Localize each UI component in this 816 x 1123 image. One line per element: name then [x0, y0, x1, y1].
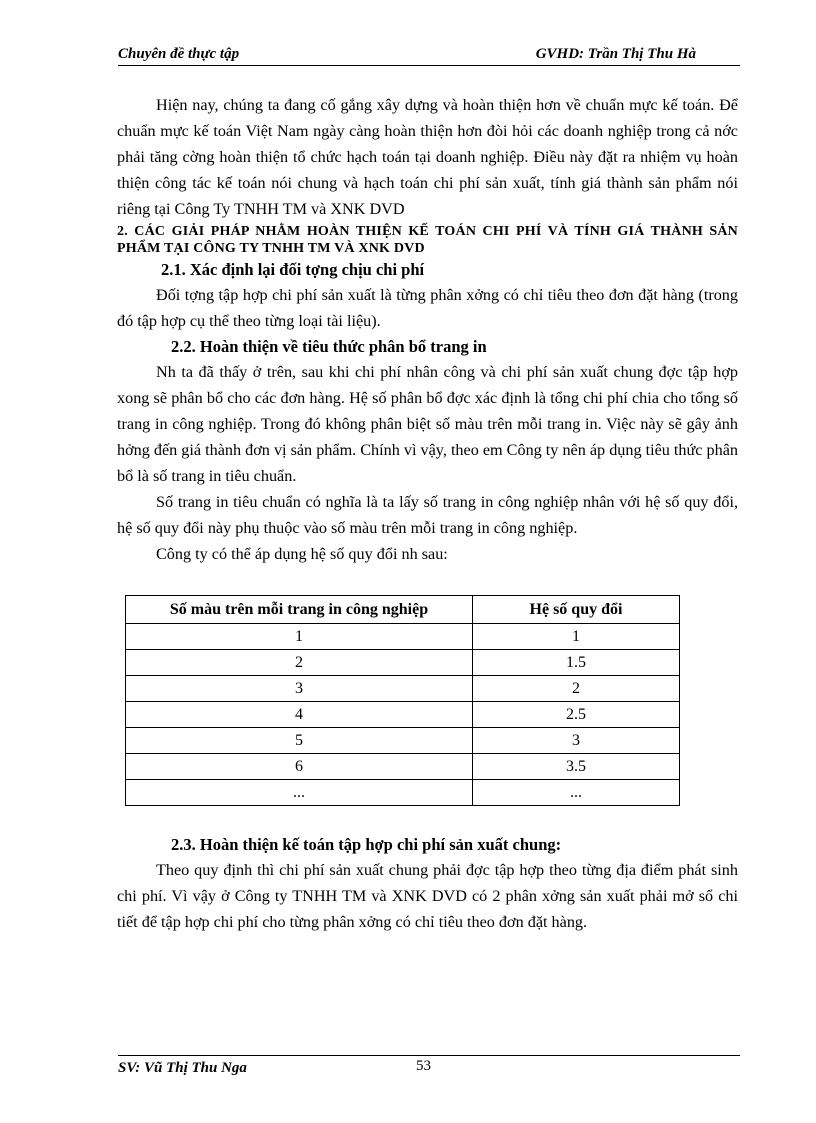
footer-student-name: SV: Vũ Thị Thu Nga: [118, 1060, 247, 1076]
table-header-colors: Số màu trên mỗi trang in công nghiệp: [126, 596, 473, 624]
table-cell: 1: [473, 624, 680, 650]
table-cell: 6: [126, 754, 473, 780]
table-cell: 3: [473, 728, 680, 754]
page-header: [118, 44, 740, 66]
paragraph-2-1: Đối tợng tập hợp chi phí sản xuất là từng phân xởng có chỉ tiêu theo đơn đặt hàng (trong đó tập hợp cụ thể theo từng loại tài liệu).: [117, 286, 738, 330]
table-cell: 3.5: [473, 754, 680, 780]
table-row: [126, 650, 680, 676]
header-course-title: Chuyên đề thực tập: [118, 46, 240, 62]
table-row: [126, 728, 680, 754]
table-row: [126, 754, 680, 780]
table-row: [126, 624, 680, 650]
intro-paragraph: Hiện nay, chúng ta đang cố gắng xây dựng và hoàn thiện hơn về chuẩn mực kế toán. Để chuẩn mực kế toán Việt Nam ngày càng hoàn thiện hơn đòi hỏi các doanh nghiệp trong cả nớc phải tăng cờng hoàn thiện tổ chức hạch toán tại doanh nghiệp. Điều này đặt ra nhiệm vụ hoàn thiện công tác kế toán nói chung và hạch toán chi phí sản xuất, tính giá thành sản phẩm nói riêng tại Công Ty TNHH TM và XNK DVD: [117, 96, 738, 218]
table-row: [126, 676, 680, 702]
table-cell: ...: [473, 780, 680, 806]
table-cell: 2.5: [473, 702, 680, 728]
table-cell: 2: [473, 676, 680, 702]
section-heading: 2. CÁC GIẢI PHÁP NHẰM HOÀN THIỆN KẾ TOÁN CHI PHÍ VÀ TÍNH GIÁ THÀNH SẢN PHẨM TẠI CÔNG TY TNHH TM VÀ XNK DVD: [117, 224, 738, 256]
table-header-row: [126, 596, 680, 624]
paragraph-2-2b: Số trang in tiêu chuẩn có nghĩa là ta lấy số trang in công nghiệp nhân với hệ số quy đổi, hệ số quy đổi này phụ thuộc vào số màu trên mỗi trang in công nghiệp.: [117, 493, 738, 537]
paragraph-2-2a: Nh ta đã thấy ở trên, sau khi chi phí nhân công và chi phí sản xuất chung đợc tập hợp xong sẽ phân bổ cho các đơn hàng. Hệ số phân bổ đợc xác định là tổng chi phí chia cho tổng số trang in công nghiệp. Trong đó không phân biệt số màu trên mỗi trang in. Việc này sẽ gây ảnh hởng đến giá thành đơn vị sản phẩm. Chính vì vậy, theo em Công ty nên áp dụng tiêu thức phân bổ là số trang in tiêu chuẩn.: [117, 363, 738, 485]
subsection-heading-2-2: 2.2. Hoàn thiện về tiêu thức phân bổ trang in: [171, 337, 487, 356]
page-footer: [118, 1055, 740, 1081]
conversion-table: [125, 595, 680, 806]
table-cell: 3: [126, 676, 473, 702]
paragraph-2-2c: Công ty có thể áp dụng hệ số quy đổi nh sau:: [156, 545, 448, 563]
table-cell: 1.5: [473, 650, 680, 676]
table-cell: 2: [126, 650, 473, 676]
subsection-heading-2-1: 2.1. Xác định lại đối tợng chịu chi phí: [161, 260, 425, 279]
paragraph-2-3: Theo quy định thì chi phí sản xuất chung phải đợc tập hợp theo từng địa điểm phát sinh chi phí. Vì vậy ở Công ty TNHH TM và XNK DVD có 2 phân xởng sản xuất phải mở sổ chi tiết để tập hợp chi phí cho từng phân xởng có chỉ tiêu theo đơn đặt hàng.: [117, 861, 738, 931]
footer-rule: [118, 1055, 740, 1056]
table-cell: 1: [126, 624, 473, 650]
table-row: [126, 780, 680, 806]
header-rule: [118, 65, 740, 66]
table-header-coefficient: Hệ số quy đổi: [473, 596, 680, 624]
table-cell: 5: [126, 728, 473, 754]
table-cell: 4: [126, 702, 473, 728]
header-supervisor: GVHD: Trần Thị Thu Hà: [535, 46, 696, 62]
subsection-heading-2-3: 2.3. Hoàn thiện kế toán tập hợp chi phí sản xuất chung:: [171, 835, 562, 854]
table-row: [126, 702, 680, 728]
page-body: [117, 92, 738, 935]
page-number: 53: [416, 1058, 431, 1074]
table-cell: ...: [126, 780, 473, 806]
